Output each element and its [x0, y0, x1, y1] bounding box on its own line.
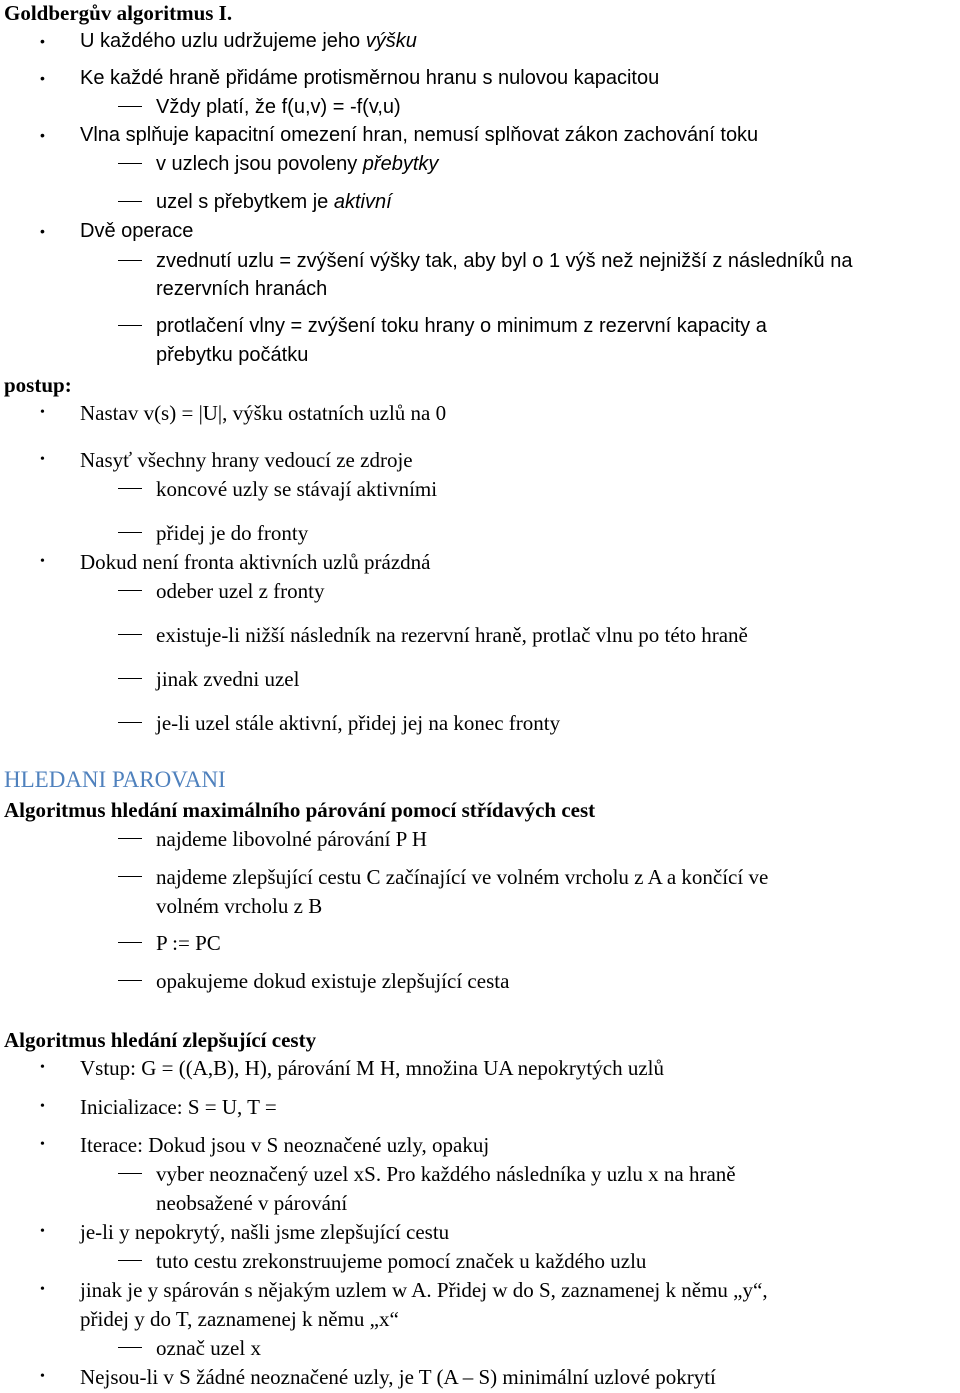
dash-text: přidej je do fronty — [156, 521, 309, 545]
bullet-text: Inicializace: S = U, T = — [80, 1095, 277, 1119]
dash-icon — [118, 838, 142, 839]
dash-text: uzel s přebytkem je — [156, 191, 334, 213]
dash-icon — [118, 590, 142, 591]
bullet-text: Dvě operace — [80, 220, 194, 242]
dash-icon — [118, 488, 142, 489]
dash-icon — [118, 634, 142, 635]
bullet-icon: • — [40, 223, 45, 239]
bullet-icon: • — [40, 1060, 45, 1075]
dash-text: najdeme zlepšující cestu C začínající ve volném vrcholu z A a končící ve — [156, 865, 769, 889]
dash-text: v uzlech jsou povoleny — [156, 153, 363, 175]
dash-text: vyber neoznačený uzel xS. Pro každého následníka y uzlu x na hraně — [156, 1162, 736, 1186]
dash-text: najdeme libovolné párování P H — [156, 827, 427, 851]
bullet-icon: • — [40, 1224, 45, 1239]
dash-icon — [118, 1347, 142, 1348]
dash-icon — [118, 1173, 142, 1174]
dash-icon — [118, 942, 142, 943]
bullet-text: Nejsou-li v S žádné neoznačené uzly, je T (A – S) minimální uzlové pokrytí — [80, 1365, 716, 1389]
bullet-icon: • — [40, 554, 45, 569]
bullet-text: Dokud není fronta aktivních uzlů prázdná — [80, 550, 431, 574]
bullet-text: Vlna splňuje kapacitní omezení hran, nemusí splňovat zákon zachování toku — [80, 124, 759, 146]
dash-text: odeber uzel z fronty — [156, 579, 325, 603]
section-title-augmenting: Algoritmus hledání zlepšující cesty — [4, 1028, 317, 1052]
dash-icon — [118, 876, 142, 877]
bullet-icon: • — [40, 1369, 45, 1384]
dash-text: označ uzel x — [156, 1336, 261, 1360]
dash-text: koncové uzly se stávají aktivními — [156, 477, 438, 501]
dash-icon — [118, 980, 142, 981]
section-title-matching: Algoritmus hledání maximálního párování pomocí střídavých cest — [4, 798, 596, 822]
dash-text: opakujeme dokud existuje zlepšující cesta — [156, 969, 510, 993]
bullet-text: Ke každé hraně přidáme protisměrnou hranu s nulovou kapacitou — [80, 67, 660, 89]
dash-text: Vždy platí, že f(u,v) = -f(v,u) — [156, 96, 401, 118]
bullet-text: jinak je y spárován s nějakým uzlem w A. Přidej w do S, zaznamenej k němu „y“, — [80, 1278, 768, 1302]
bullet-icon: • — [40, 70, 45, 86]
bullet-icon: • — [40, 1099, 45, 1114]
emphasis-text: aktivní — [333, 191, 392, 213]
dash-text: je-li uzel stále aktivní, přidej jej na konec fronty — [156, 711, 561, 735]
dash-text-continued: rezervních hranách — [156, 278, 328, 300]
dash-text: tuto cestu zrekonstruujeme pomocí značek u každého uzlu — [156, 1249, 647, 1273]
bullet-icon: • — [40, 127, 45, 143]
dash-icon — [118, 163, 142, 164]
emphasis-text: výšku — [365, 30, 417, 52]
dash-icon — [118, 106, 142, 107]
emphasis-text: přebytky — [362, 153, 439, 175]
dash-icon — [118, 678, 142, 679]
dash-text: existuje-li nižší následník na rezervní hraně, protlač vlnu po této hraně — [156, 623, 748, 647]
bullet-text: Vstup: G = ((A,B), H), párování M H, množina UA nepokrytých uzlů — [80, 1056, 664, 1080]
bullet-text-continued: přidej y do T, zaznamenej k němu „x“ — [80, 1307, 399, 1331]
dash-text: jinak zvedni uzel — [156, 667, 300, 691]
dash-icon — [118, 325, 142, 326]
bullet-text: Nasyť všechny hrany vedoucí ze zdroje — [80, 448, 413, 472]
bullet-icon: • — [40, 33, 45, 49]
section-title-procedure: postup: — [4, 373, 72, 397]
section-title-goldberg: Goldbergův algoritmus I. — [4, 1, 233, 25]
dash-text-continued: neobsažené v párování — [156, 1191, 348, 1215]
bullet-icon: • — [40, 1137, 45, 1152]
dash-text: P := PC — [156, 931, 221, 955]
dash-text: protlačení vlny = zvýšení toku hrany o minimum z rezervní kapacity a — [156, 315, 767, 337]
bullet-icon: • — [40, 452, 45, 467]
dash-text-continued: volném vrcholu z B — [156, 894, 323, 918]
dash-icon — [118, 532, 142, 533]
dash-text-continued: přebytku počátku — [156, 344, 309, 366]
bullet-text: U každého uzlu udržujeme jeho — [80, 30, 366, 52]
bullet-icon: • — [40, 1282, 45, 1297]
dash-text: zvednutí uzlu = zvýšení výšky tak, aby byl o 1 výš než nejnižší z následníků na — [156, 250, 853, 272]
dash-icon — [118, 722, 142, 723]
dash-icon — [118, 1260, 142, 1261]
section-heading-matching: HLEDANI PAROVANI — [4, 767, 226, 792]
bullet-text: Iterace: Dokud jsou v S neoznačené uzly, opakuj — [80, 1133, 490, 1157]
bullet-text: je-li y nepokrytý, našli jsme zlepšující cestu — [80, 1220, 450, 1244]
bullet-icon: • — [40, 405, 45, 420]
dash-icon — [118, 201, 142, 202]
bullet-text: Nastav v(s) = |U|, výšku ostatních uzlů na 0 — [80, 401, 447, 425]
dash-icon — [118, 260, 142, 261]
